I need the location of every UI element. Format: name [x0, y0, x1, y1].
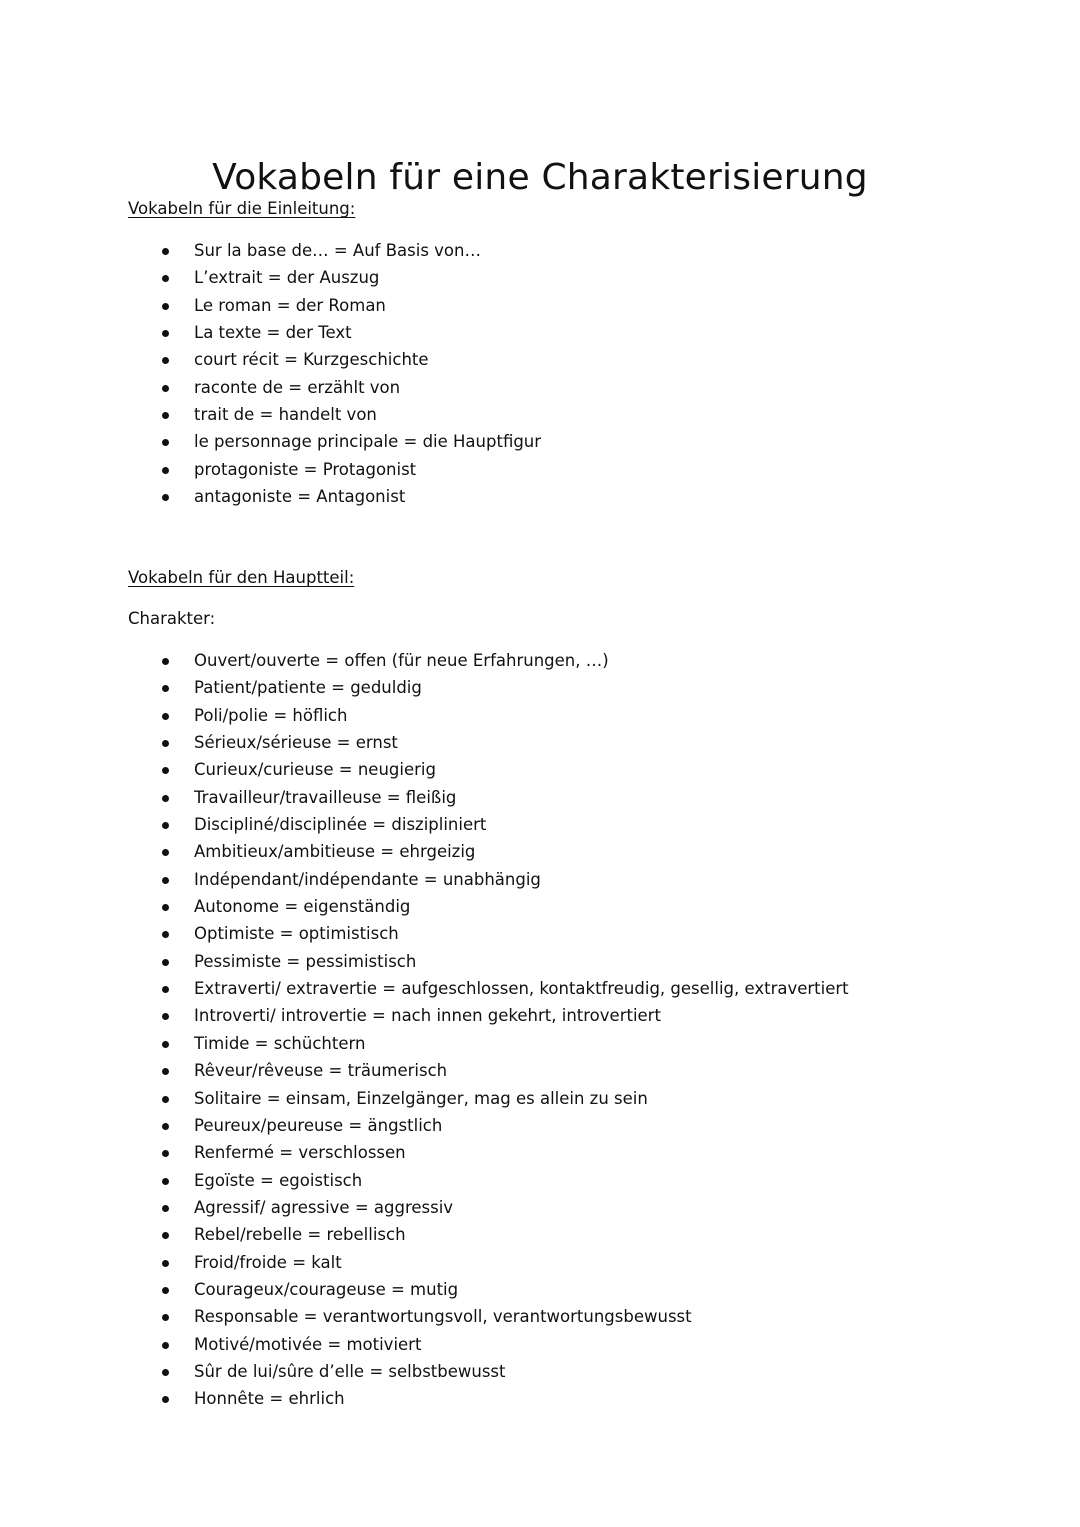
vocab-item [0, 1385, 849, 1412]
vocab-item [0, 319, 541, 346]
vocab-item [0, 264, 541, 291]
bullet-icon [162, 685, 169, 692]
vocab-text: Renfermé = verschlossen [194, 1143, 406, 1163]
vocab-text: Timide = schüchtern [194, 1033, 366, 1053]
vocab-text: Motivé/motivée = motiviert [194, 1334, 422, 1354]
bullet-icon [162, 467, 169, 474]
vocab-item [0, 483, 541, 510]
vocab-text: Pessimiste = pessimistisch [194, 951, 417, 971]
vocab-text: Poli/polie = höflich [194, 705, 348, 725]
bullet-icon [162, 275, 169, 282]
bullet-icon [162, 1096, 169, 1103]
vocab-text: Patient/patiente = geduldig [194, 678, 422, 698]
bullet-icon [162, 931, 169, 938]
vocab-text: Introverti/ introvertie = nach innen gekehrt, introvertiert [194, 1006, 661, 1026]
vocab-text: le personnage principale = die Hauptfigur [194, 432, 542, 452]
bullet-icon [162, 1205, 169, 1212]
vocab-text: Rebel/rebelle = rebellisch [194, 1225, 406, 1245]
vocab-item [0, 702, 849, 729]
vocab-item [0, 674, 849, 701]
vocab-item [0, 1002, 849, 1029]
bullet-icon [162, 1150, 169, 1157]
vocab-text: Travailleur/travailleuse = fleißig [194, 787, 457, 807]
vocab-item [0, 1358, 849, 1385]
bullet-icon [162, 1287, 169, 1294]
bullet-icon [162, 1260, 169, 1267]
bullet-icon [162, 1314, 169, 1321]
vocab-item [0, 729, 849, 756]
bullet-icon [162, 822, 169, 829]
vocab-text: Autonome = eigenständig [194, 897, 411, 917]
vocab-text: Sur la base de… = Auf Basis von… [194, 241, 481, 260]
bullet-icon [162, 904, 169, 911]
vocab-text: Rêveur/rêveuse = träumerisch [194, 1061, 448, 1081]
bullet-icon [162, 713, 169, 720]
vocab-item [0, 1303, 849, 1330]
bullet-icon [162, 986, 169, 993]
intro-vocab-list [0, 237, 541, 510]
vocab-text: La texte = der Text [194, 323, 352, 343]
character-vocab-list [0, 647, 849, 1413]
vocab-text: court récit = Kurzgeschichte [194, 350, 429, 370]
bullet-icon [162, 877, 169, 884]
vocab-item [0, 1167, 849, 1194]
vocab-item [0, 920, 849, 947]
bullet-icon [162, 385, 169, 392]
vocab-item [0, 401, 541, 428]
bullet-icon [162, 248, 169, 255]
vocab-item [0, 1249, 849, 1276]
vocab-item [0, 456, 541, 483]
vocab-item [0, 428, 541, 455]
page-title: Vokabeln für eine Charakterisierung [212, 157, 868, 199]
vocab-item [0, 1139, 849, 1166]
vocab-item [0, 866, 849, 893]
intro-heading: Vokabeln für die Einleitung: [128, 199, 356, 218]
vocab-item [0, 1221, 849, 1248]
vocab-item [0, 948, 849, 975]
vocab-item [0, 292, 541, 319]
vocab-text: Sûr de lui/sûre d’elle = selbstbewusst [194, 1361, 506, 1381]
vocab-text: Ambitieux/ambitieuse = ehrgeizig [194, 842, 476, 862]
bullet-icon [162, 330, 169, 337]
vocab-item [0, 1085, 849, 1112]
vocab-text: Solitaire = einsam, Einzelgänger, mag es allein zu sein [194, 1088, 648, 1108]
bullet-icon [162, 740, 169, 747]
vocab-item [0, 1331, 849, 1358]
bullet-icon [162, 658, 169, 665]
bullet-icon [162, 959, 169, 966]
vocab-text: protagoniste = Protagonist [194, 459, 417, 479]
bullet-icon [162, 767, 169, 774]
bullet-icon [162, 1232, 169, 1239]
bullet-icon [162, 439, 169, 446]
vocab-text: Discipliné/disciplinée = diszipliniert [194, 815, 487, 835]
vocab-item [0, 1030, 849, 1057]
vocab-text: antagoniste = Antagonist [194, 487, 406, 507]
vocab-text: Ouvert/ouverte = offen (für neue Erfahrungen, …) [194, 651, 609, 670]
vocab-text: trait de = handelt von [194, 405, 377, 425]
bullet-icon [162, 412, 169, 419]
vocab-text: Le roman = der Roman [194, 295, 386, 315]
vocab-text: Curieux/curieuse = neugierig [194, 760, 436, 780]
vocab-text: Egoïste = egoistisch [194, 1170, 363, 1190]
bullet-icon [162, 1041, 169, 1048]
character-subheading: Charakter: [128, 609, 216, 628]
vocab-text: Extraverti/ extravertie = aufgeschlossen, kontaktfreudig, gesellig, extravertiert [194, 979, 849, 999]
bullet-icon [162, 357, 169, 364]
main-heading: Vokabeln für den Hauptteil: [128, 568, 355, 587]
vocab-text: Honnête = ehrlich [194, 1389, 345, 1409]
vocab-text: raconte de = erzählt von [194, 377, 401, 397]
bullet-icon [162, 795, 169, 802]
bullet-icon [162, 849, 169, 856]
bullet-icon [162, 1068, 169, 1075]
vocab-text: Responsable = verantwortungsvoll, verantwortungsbewusst [194, 1307, 692, 1327]
bullet-icon [162, 1342, 169, 1349]
vocab-item [0, 838, 849, 865]
vocab-item [0, 756, 849, 783]
bullet-icon [162, 1396, 169, 1403]
vocab-text: Optimiste = optimistisch [194, 924, 399, 944]
vocab-item [0, 893, 849, 920]
vocab-item [0, 346, 541, 373]
vocab-item [0, 1112, 849, 1139]
vocab-text: Sérieux/sérieuse = ernst [194, 733, 398, 753]
vocab-item [0, 811, 849, 838]
vocab-item [0, 1057, 849, 1084]
bullet-icon [162, 1123, 169, 1130]
vocab-item [0, 784, 849, 811]
vocab-item [0, 374, 541, 401]
vocab-item [0, 1194, 849, 1221]
vocab-item [0, 647, 849, 674]
vocab-text: Agressif/ agressive = aggressiv [194, 1197, 454, 1217]
vocab-text: Indépendant/indépendante = unabhängig [194, 869, 541, 889]
bullet-icon [162, 303, 169, 310]
vocab-item [0, 1276, 849, 1303]
bullet-icon [162, 1013, 169, 1020]
vocab-text: L’extrait = der Auszug [194, 268, 380, 288]
bullet-icon [162, 1369, 169, 1376]
bullet-icon [162, 1178, 169, 1185]
vocab-text: Froid/froide = kalt [194, 1252, 342, 1272]
vocab-item [0, 975, 849, 1002]
bullet-icon [162, 494, 169, 501]
vocab-text: Courageux/courageuse = mutig [194, 1279, 459, 1299]
vocab-item [0, 237, 541, 264]
vocab-text: Peureux/peureuse = ängstlich [194, 1115, 443, 1135]
